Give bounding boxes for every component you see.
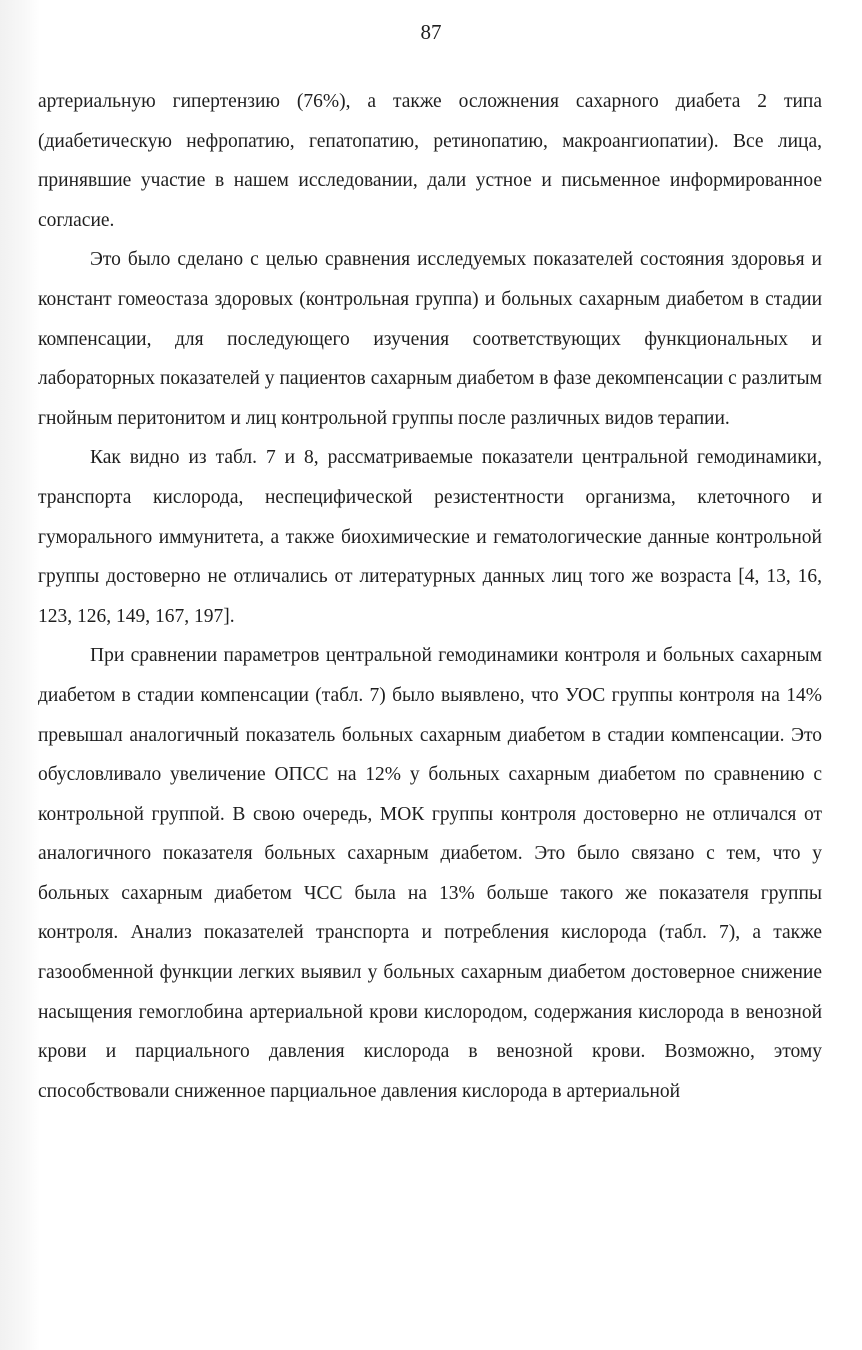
paragraph-1: артериальную гипертензию (76%), а также осложнения сахарного диабета 2 типа (диабетическую нефропатию, гепатопатию, ретинопатию, макроангиопатии). Все лица, принявшие участие в нашем исследовании, дали устное и письменное информированное согласие. [38, 91, 822, 231]
page-body [38, 82, 822, 1111]
paragraph-3: Как видно из табл. 7 и 8, рассматриваемые показатели центральной гемодинамики, транспорта кислорода, неспецифической резистентности организма, клеточного и гуморального иммунитета, а также биохимические и гематологические данные контрольной группы достоверно не отличались от литературных данных лиц того же возраста [4, 13, 16, 123, 126, 149, 167, 197]. [38, 447, 822, 627]
paragraph-2: Это было сделано с целью сравнения исследуемых показателей состояния здоровья и констант гомеостаза здоровых (контрольная группа) и больных сахарным диабетом в стадии компенсации, для последующего изучения соответствующих функциональных и лабораторных показателей у пациентов сахарным диабетом в фазе декомпенсации с разлитым гнойным перитонитом и лиц контрольной группы после различных видов терапии. [38, 249, 822, 429]
page-number: 87 [420, 20, 442, 44]
paragraph-4: При сравнении параметров центральной гемодинамики контроля и больных сахарным диабетом в стадии компенсации (табл. 7) было выявлено, что УОС группы контроля на 14% превышал аналогичный показатель больных сахарным диабетом в стадии компенсации. Это обусловливало увеличение ОПСС на 12% у больных сахарным диабетом по сравнению с контрольной группой. В свою очередь, МОК группы контроля достоверно не отличался от аналогичного показателя больных сахарным диабетом. Это было связано с тем, что у больных сахарным диабетом ЧСС была на 13% больше такого же показателя группы контроля. Анализ показателей транспорта и потребления кислорода (табл. 7), а также газообменной функции легких выявил у больных сахарным диабетом достоверное снижение насыщения гемоглобина артериальной крови кислородом, содержания кислорода в венозной крови и парциального давления кислорода в венозной крови. Возможно, этому способствовали сниженное парциальное давления кислорода в артериальной [38, 645, 822, 1102]
